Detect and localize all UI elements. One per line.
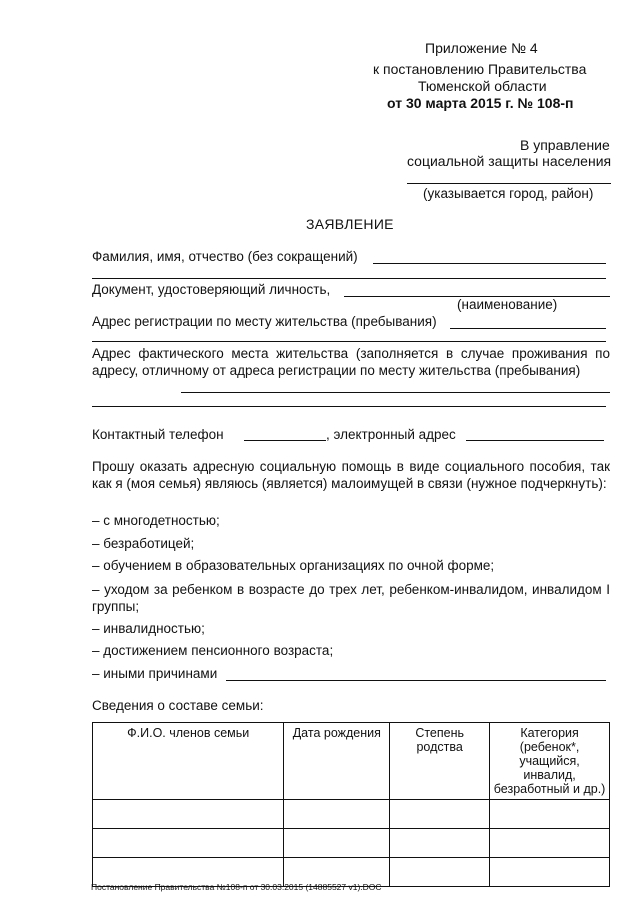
resolution-line: к постановлению Правительства — [373, 61, 587, 77]
request-text: Прошу оказать адресную социальную помощь в виде социального пособия, так как я (моя семья) являюсь (является) малоимущей в связи (нужное подчеркнуть): — [92, 459, 610, 491]
reason-item[interactable]: – обучением в образовательных организациях по очной форме; — [92, 558, 495, 573]
region-line: Тюменской области — [418, 78, 547, 94]
reason-item[interactable]: – иными причинами — [92, 666, 218, 681]
table-cell[interactable] — [390, 858, 490, 887]
fio-field-line2[interactable] — [92, 278, 606, 279]
table-row — [93, 800, 610, 829]
table-cell[interactable] — [490, 800, 610, 829]
table-header-row — [93, 723, 610, 800]
resolution-date: от 30 марта 2015 г. № 108-п — [387, 95, 574, 111]
reg-address-label: Адрес регистрации по месту жительства (пребывания) — [92, 314, 437, 329]
email-field[interactable] — [466, 440, 604, 441]
actual-address-field-line2[interactable] — [92, 406, 606, 407]
appendix-label: Приложение № 4 — [425, 40, 538, 56]
reason-item[interactable]: – с многодетностью; — [92, 513, 220, 528]
reason-item[interactable]: – инвалидностью; — [92, 621, 205, 636]
actual-address-label: Адрес фактического места жительства (заполняется в случае проживания по адресу, отличному от адреса регистрации по месту жительства (пребывания) — [92, 346, 610, 378]
addressee-note: (указывается город, район) — [423, 186, 594, 201]
addressee-line2: социальной защиты населения — [407, 153, 612, 169]
table-cell[interactable] — [490, 829, 610, 858]
document-footer: Постановление Правительства №108-п от 30.03.2015 (14885527 v1).DOC — [91, 882, 382, 892]
column-header: Категория (ребенок*, учащийся, инвалид, безработный и др.) — [490, 723, 610, 800]
document-note: (наименование) — [457, 297, 558, 312]
reason-item[interactable]: – достижением пенсионного возраста; — [92, 643, 334, 658]
column-header: Дата рождения — [284, 723, 390, 800]
reason-item[interactable]: – уходом за ребенком в возрасте до трех лет, ребенком-инвалидом, инвалидом I группы; — [92, 582, 610, 614]
other-reason-field[interactable] — [226, 680, 606, 681]
table-cell[interactable] — [490, 858, 610, 887]
table-cell[interactable] — [390, 829, 490, 858]
fio-label: Фамилия, имя, отчество (без сокращений) — [92, 249, 358, 264]
reason-item[interactable]: – безработицей; — [92, 536, 195, 551]
fio-field[interactable] — [373, 263, 606, 264]
table-row — [93, 829, 610, 858]
reg-address-field-line2[interactable] — [92, 341, 606, 342]
addressee-blank[interactable] — [407, 183, 611, 184]
actual-address-field[interactable] — [181, 392, 610, 393]
family-table — [92, 722, 610, 887]
phone-field[interactable] — [244, 440, 326, 441]
phone-label: Контактный телефон — [92, 427, 224, 442]
document-title: ЗАЯВЛЕНИЕ — [306, 216, 394, 232]
reg-address-field[interactable] — [450, 328, 606, 329]
table-cell[interactable] — [284, 829, 390, 858]
column-header: Степень родства — [390, 723, 490, 800]
email-label: , электронный адрес — [326, 427, 456, 442]
table-cell[interactable] — [93, 829, 284, 858]
family-heading: Сведения о составе семьи: — [92, 698, 264, 713]
column-header: Ф.И.О. членов семьи — [93, 723, 284, 800]
table-cell[interactable] — [93, 800, 284, 829]
table-cell[interactable] — [284, 800, 390, 829]
document-label: Документ, удостоверяющий личность, — [92, 282, 331, 297]
table-cell[interactable] — [390, 800, 490, 829]
addressee-line1: В управление — [520, 137, 610, 153]
